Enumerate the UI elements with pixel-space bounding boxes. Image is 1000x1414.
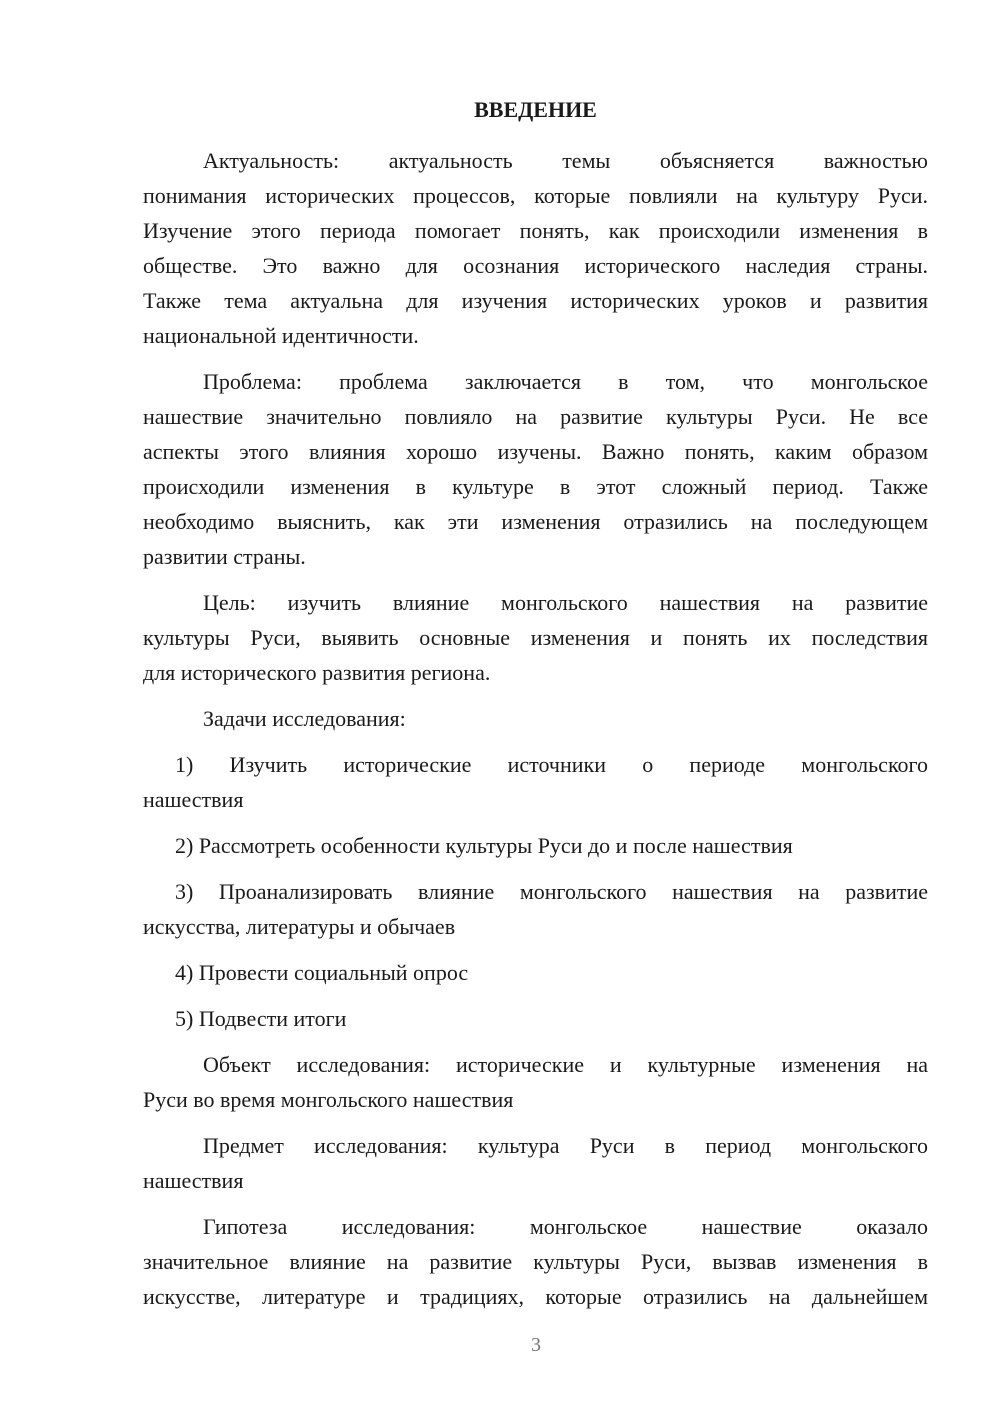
list-item bbox=[143, 1001, 928, 1036]
text-line: нашествие значительно повлияло на развитие культуры Руси. Не все bbox=[143, 404, 928, 429]
text-line: искусства, литературы и обычаев bbox=[143, 914, 456, 939]
text-line: искусстве, литературе и традициях, которые отразились на дальнейшем bbox=[143, 1284, 928, 1309]
text-line: Цель: изучить влияние монгольского нашествия на развитие bbox=[203, 590, 928, 615]
text-line: нашествия bbox=[143, 787, 244, 812]
text-line: Проблема: проблема заключается в том, что монгольское bbox=[203, 369, 928, 394]
paragraph bbox=[143, 585, 928, 690]
text-line: 2) Рассмотреть особенности культуры Руси до и после нашествия bbox=[175, 833, 793, 858]
list-item bbox=[143, 747, 928, 817]
text-line: аспекты этого влияния хорошо изучены. Важно понять, каким образом bbox=[143, 439, 928, 464]
text-line: обществе. Это важно для осознания исторического наследия страны. bbox=[143, 253, 928, 278]
text-line: 5) Подвести итоги bbox=[175, 1006, 347, 1031]
list-item bbox=[143, 955, 928, 990]
text-line: для исторического развития региона. bbox=[143, 660, 491, 685]
document-body bbox=[143, 143, 928, 1325]
text-line: Предмет исследования: культура Руси в период монгольского bbox=[203, 1133, 928, 1158]
text-line: Объект исследования: исторические и культурные изменения на bbox=[203, 1052, 928, 1077]
text-line: 3) Проанализировать влияние монгольского нашествия на развитие bbox=[175, 879, 928, 904]
text-line: Задачи исследования: bbox=[203, 706, 406, 731]
text-line: нашествия bbox=[143, 1168, 244, 1193]
text-line: культуры Руси, выявить основные изменения и понять их последствия bbox=[143, 625, 928, 650]
paragraph bbox=[143, 701, 928, 736]
text-line: происходили изменения в культуре в этот сложный период. Также bbox=[143, 474, 928, 499]
text-line: Гипотеза исследования: монгольское нашествие оказало bbox=[203, 1214, 928, 1239]
paragraph bbox=[143, 1128, 928, 1198]
text-line: развитии страны. bbox=[143, 544, 306, 569]
list-item bbox=[143, 828, 928, 863]
text-line: необходимо выяснить, как эти изменения отразились на последующем bbox=[143, 509, 928, 534]
text-line: Изучение этого периода помогает понять, как происходили изменения в bbox=[143, 218, 928, 243]
paragraph bbox=[143, 1047, 928, 1117]
text-line: 4) Провести социальный опрос bbox=[175, 960, 469, 985]
text-line: 1) Изучить исторические источники о периоде монгольского bbox=[175, 752, 928, 777]
paragraph bbox=[143, 1209, 928, 1314]
text-line: Руси во время монгольского нашествия bbox=[143, 1087, 514, 1112]
text-line: понимания исторических процессов, которые повлияли на культуру Руси. bbox=[143, 183, 928, 208]
text-line: значительное влияние на развитие культуры Руси, вызвав изменения в bbox=[143, 1249, 928, 1274]
text-line: Актуальность: актуальность темы объясняется важностью bbox=[203, 148, 928, 173]
list-item bbox=[143, 874, 928, 944]
text-line: Также тема актуальна для изучения исторических уроков и развития bbox=[143, 288, 928, 313]
section-heading: ВВЕДЕНИЕ bbox=[474, 97, 597, 122]
page-number: 3 bbox=[531, 1334, 541, 1356]
paragraph bbox=[143, 364, 928, 574]
paragraph bbox=[143, 143, 928, 353]
text-line: национальной идентичности. bbox=[143, 323, 419, 348]
